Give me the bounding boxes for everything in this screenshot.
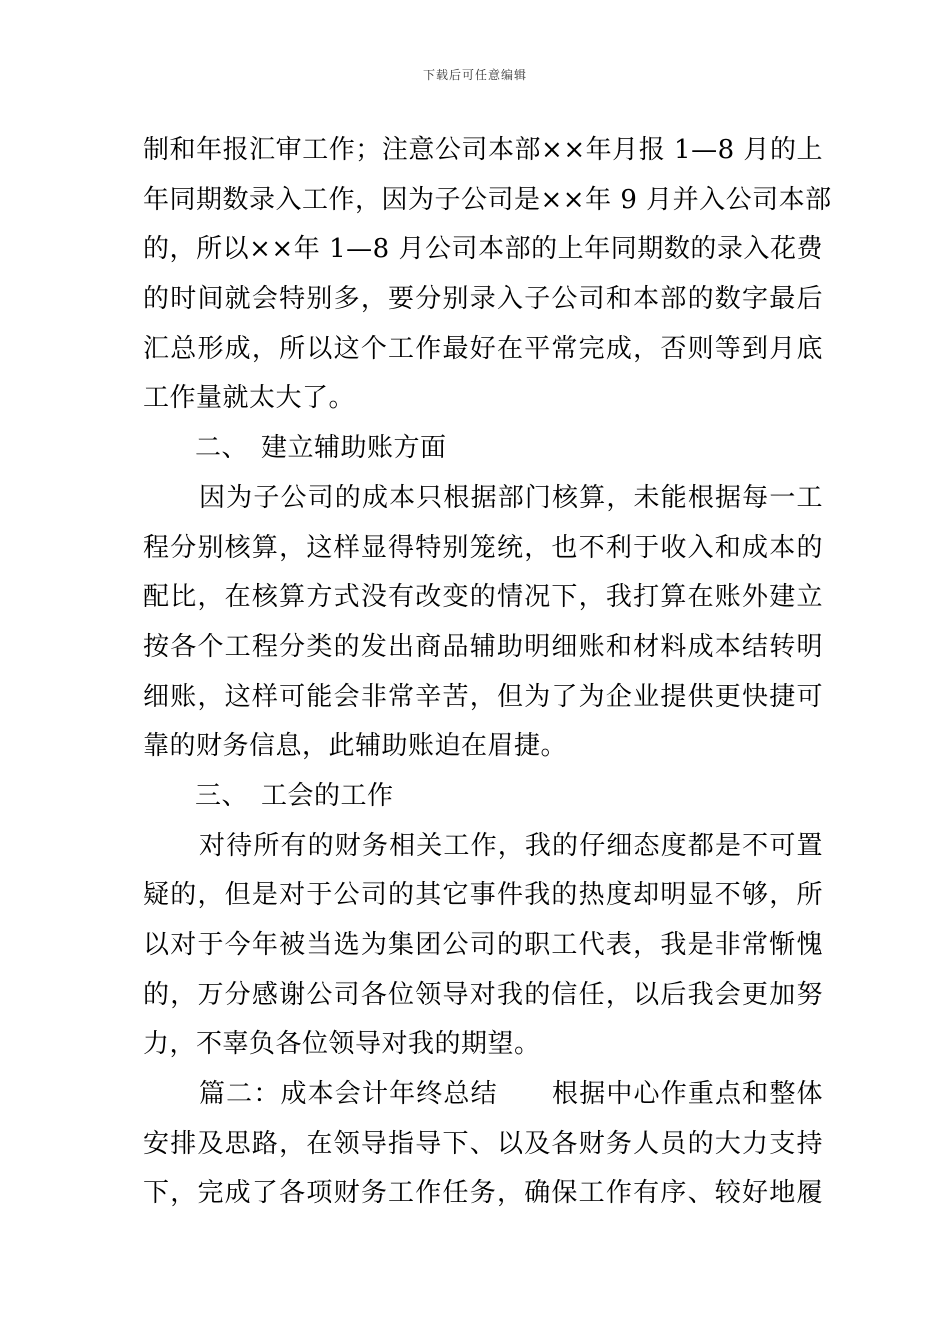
section-number: 二、 (195, 433, 249, 464)
body-line: 以对于今年被当选为集团公司的职工代表，我是非常惭愧 (143, 930, 823, 960)
section-heading-2 (143, 424, 823, 474)
document-body (143, 126, 832, 1219)
body-line: 下，完成了各项财务工作任务，确保工作有序、较好地履 (143, 1178, 823, 1209)
body-line: 按各个工程分类的发出商品辅助明细账和材料成本结转明 (143, 631, 823, 662)
page-header-note: 下载后可任意编辑 (422, 68, 527, 82)
section-title: 工会的工作 (261, 780, 394, 811)
body-line: 细账，这样可能会非常辛苦，但为了为企业提供更快捷可 (143, 681, 823, 712)
body-line: 的时间就会特别多，要分别录入子公司和本部的数字最后 (143, 284, 823, 315)
body-line: 工作量就太大了。 (143, 383, 356, 414)
section-heading-3 (143, 772, 823, 822)
body-line: 安排及思路，在领导指导下、以及各财务人员的大力支持 (143, 1128, 823, 1159)
section-number: 三、 (195, 780, 249, 811)
section-title: 建立辅助账方面 (261, 433, 447, 464)
body-line: 篇二：成本会计年终总结 根据中心作重点和整体 (199, 1079, 823, 1110)
body-line: 年同期数录入工作，因为子公司是××年 9 月并入公司本部 (143, 184, 832, 215)
body-line: 配比，在核算方式没有改变的情况下，我打算在账外建立 (143, 582, 823, 613)
body-line: 程分别核算，这样显得特别笼统，也不利于收入和成本的 (143, 532, 823, 563)
body-line: 的，所以××年 1—8 月公司本部的上年同期数的录入花费 (143, 234, 823, 265)
body-line: 的，万分感谢公司各位领导对我的信任，以后我会更加努 (143, 979, 823, 1010)
body-line: 疑的，但是对于公司的其它事件我的热度却明显不够，所 (143, 880, 823, 911)
body-line: 对待所有的财务相关工作，我的仔细态度都是不可置 (199, 830, 823, 861)
body-line: 汇总形成，所以这个工作最好在平常完成，否则等到月底 (143, 333, 823, 364)
body-line: 力，不辜负各位领导对我的期望。 (143, 1029, 541, 1060)
body-line: 因为子公司的成本只根据部门核算，未能根据每一工 (199, 482, 823, 513)
body-line: 靠的财务信息，此辅助账迫在眉捷。 (143, 731, 568, 762)
body-line: 制和年报汇审工作；注意公司本部××年月报 1—8 月的上 (143, 135, 823, 165)
